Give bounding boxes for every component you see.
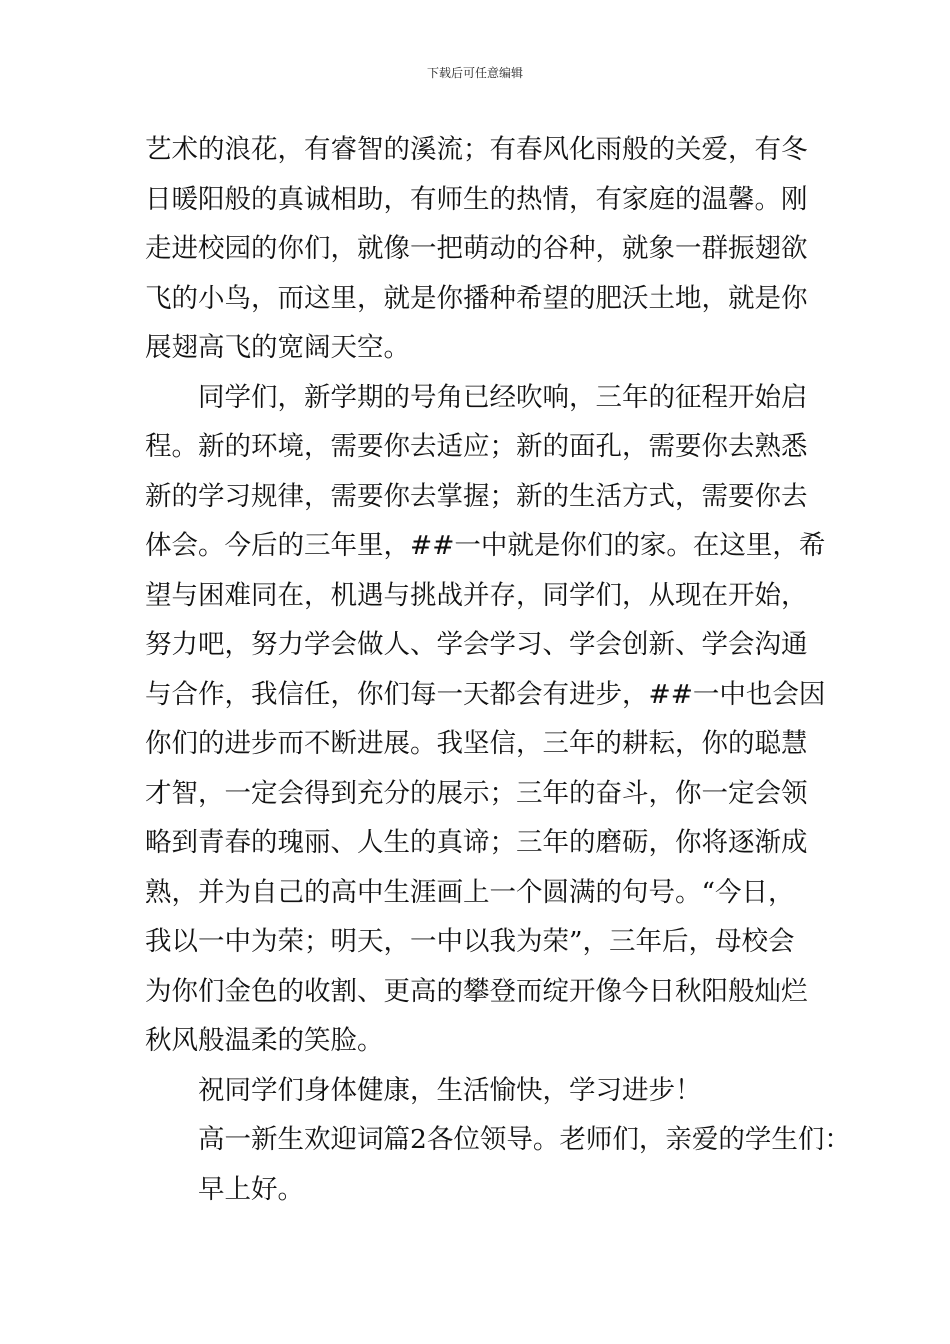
paragraph-start-line: 高一新生欢迎词篇2各位领导。老师们，亲爱的学生们： [198, 1124, 851, 1155]
paragraph-start-line: 早上好。 [198, 1173, 304, 1205]
text-line: 秋风般温柔的笑脸。 [145, 1025, 384, 1056]
text-line: 才智，一定会得到充分的展示；三年的奋斗，你一定会领 [145, 777, 808, 809]
paragraph-start-line: 同学们，新学期的号角已经吹响，三年的征程开始启 [198, 381, 808, 413]
text-line: 程。新的环境，需要你去适应；新的面孔，需要你去熟悉 [145, 431, 808, 462]
text-line: 我以一中为荣；明天，一中以我为荣”，三年后，母校会 [145, 926, 795, 957]
text-line: 体会。今后的三年里，##一中就是你们的家。在这里，希 [145, 530, 826, 561]
text-line: 努力吧，努力学会做人、学会学习、学会创新、学会沟通 [145, 629, 808, 660]
text-line: 走进校园的你们，就像一把萌动的谷种，就象一群振翅欲 [145, 233, 808, 264]
text-line: 日暖阳般的真诚相助，有师生的热情，有家庭的温馨。刚 [145, 183, 808, 215]
text-line: 为你们金色的收割、更高的攀登而绽开像今日秋阳般灿烂 [145, 975, 808, 1007]
text-line: 新的学习规律，需要你去掌握；新的生活方式，需要你去 [145, 480, 808, 512]
text-line: 与合作，我信任，你们每一天都会有进步，##一中也会因 [145, 678, 826, 710]
paragraph-start-line: 祝同学们身体健康，生活愉快，学习进步！ [198, 1074, 702, 1106]
text-line: 艺术的浪花，有睿智的溪流；有春风化雨般的关爱，有冬 [145, 134, 808, 165]
text-line: 熟，并为自己的高中生涯画上一个圆满的句号。“今日， [145, 876, 795, 908]
text-line: 展翅高飞的宽阔天空。 [145, 332, 410, 363]
text-line: 你们的进步而不断进展。我坚信，三年的耕耘，你的聪慧 [145, 728, 808, 759]
text-line: 望与困难同在，机遇与挑战并存，同学们，从现在开始， [145, 579, 808, 611]
text-line: 略到青春的瑰丽、人生的真谛；三年的磨砺，你将逐渐成 [145, 827, 808, 858]
page-header: 下载后可任意编辑 [426, 66, 523, 80]
document-body [145, 125, 851, 1214]
text-line: 飞的小鸟，而这里，就是你播种希望的肥沃土地，就是你 [145, 282, 808, 314]
